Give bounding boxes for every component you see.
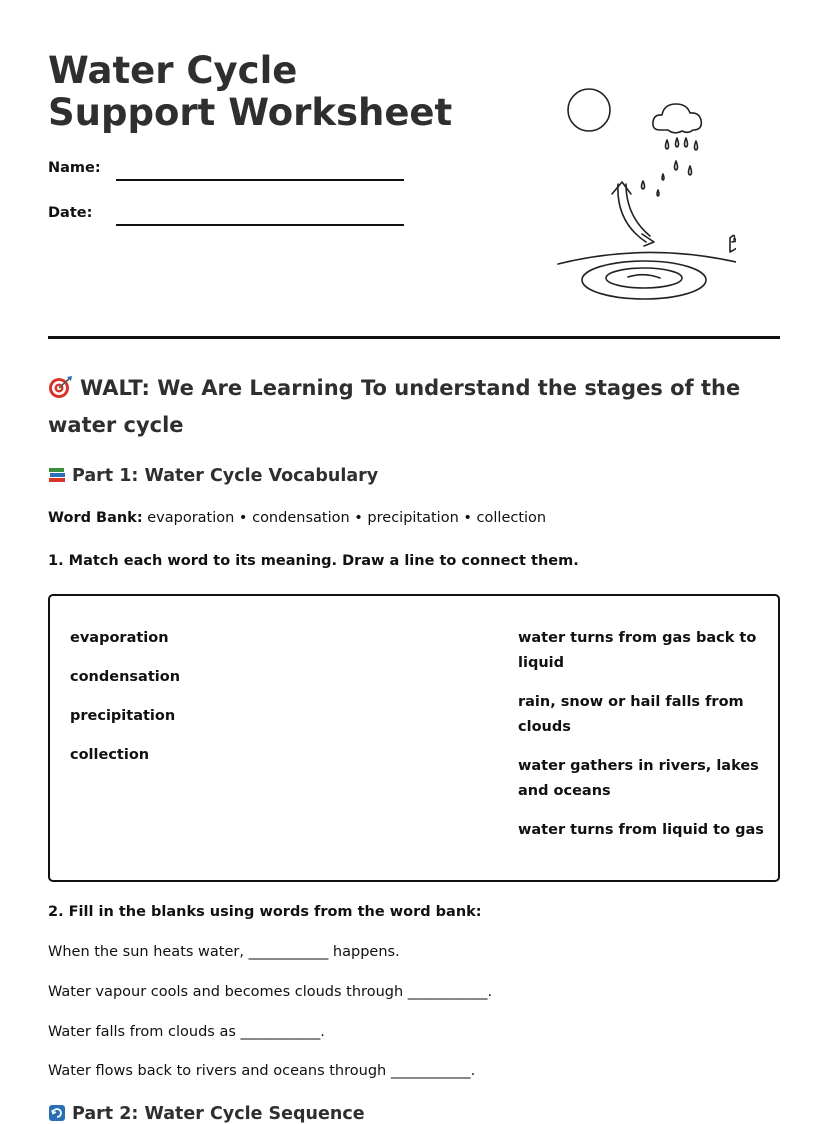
water-cycle-diagram-icon [556, 82, 736, 307]
part1-heading [48, 466, 378, 486]
match-word[interactable]: collection [70, 747, 150, 763]
fill-blank-sentence[interactable]: Water flows back to rivers and oceans through ___________. [48, 1063, 476, 1079]
name-field[interactable] [48, 160, 101, 176]
header-divider [48, 336, 780, 339]
date-line[interactable] [116, 224, 404, 226]
cloud-icon [653, 104, 701, 133]
part1-heading-text: Part 1: Water Cycle Vocabulary [72, 466, 379, 486]
worksheet-page [48, 0, 780, 1124]
walt-heading [48, 370, 780, 444]
sprout-icon [730, 235, 736, 252]
match-meaning[interactable]: rain, snow or hail falls from clouds [518, 694, 744, 735]
match-meanings-column [518, 626, 766, 857]
cycle-icon [48, 1105, 66, 1121]
name-line[interactable] [116, 179, 404, 181]
fill-blank-sentence[interactable]: When the sun heats water, ___________ happens. [48, 944, 400, 960]
date-label: Date: [48, 205, 93, 221]
match-words-column [70, 630, 180, 786]
worksheet-header [48, 0, 780, 340]
target-icon [48, 375, 74, 399]
date-field[interactable] [48, 205, 92, 221]
question-2: 2. Fill in the blanks using words from the word bank: [48, 904, 482, 920]
books-icon [48, 467, 66, 483]
match-word[interactable]: condensation [70, 669, 181, 685]
page-title: Water Cycle Support Worksheet [48, 49, 453, 134]
sun-icon [568, 89, 610, 131]
match-meaning[interactable]: water turns from liquid to gas [518, 822, 764, 838]
fill-blank-sentence[interactable]: Water falls from clouds as ___________. [48, 1024, 325, 1040]
part2-heading [48, 1104, 365, 1124]
ground-line-icon [558, 252, 736, 264]
raindrops-icon [666, 138, 698, 175]
name-label: Name: [48, 160, 101, 176]
lake-icon [582, 261, 706, 299]
part2-heading-text: Part 2: Water Cycle Sequence [72, 1104, 365, 1124]
match-meaning[interactable]: water turns from gas back to liquid [518, 630, 757, 671]
evaporation-arrow-icon [612, 182, 654, 246]
word-bank-words: evaporation • condensation • precipitation • collection [147, 510, 547, 526]
word-bank [48, 510, 546, 526]
match-meaning[interactable]: water gathers in rivers, lakes and oceans [518, 758, 759, 799]
match-word[interactable]: precipitation [70, 708, 176, 724]
walt-text: WALT: We Are Learning To understand the stages of the water cycle [48, 376, 741, 437]
vapour-drops-icon [642, 174, 665, 196]
question-1: 1. Match each word to its meaning. Draw a line to connect them. [48, 553, 579, 569]
fill-blank-sentence[interactable]: Water vapour cools and becomes clouds through ___________. [48, 984, 493, 1000]
matching-box [48, 594, 780, 882]
match-word[interactable]: evaporation [70, 630, 169, 646]
word-bank-label: Word Bank: [48, 510, 143, 526]
